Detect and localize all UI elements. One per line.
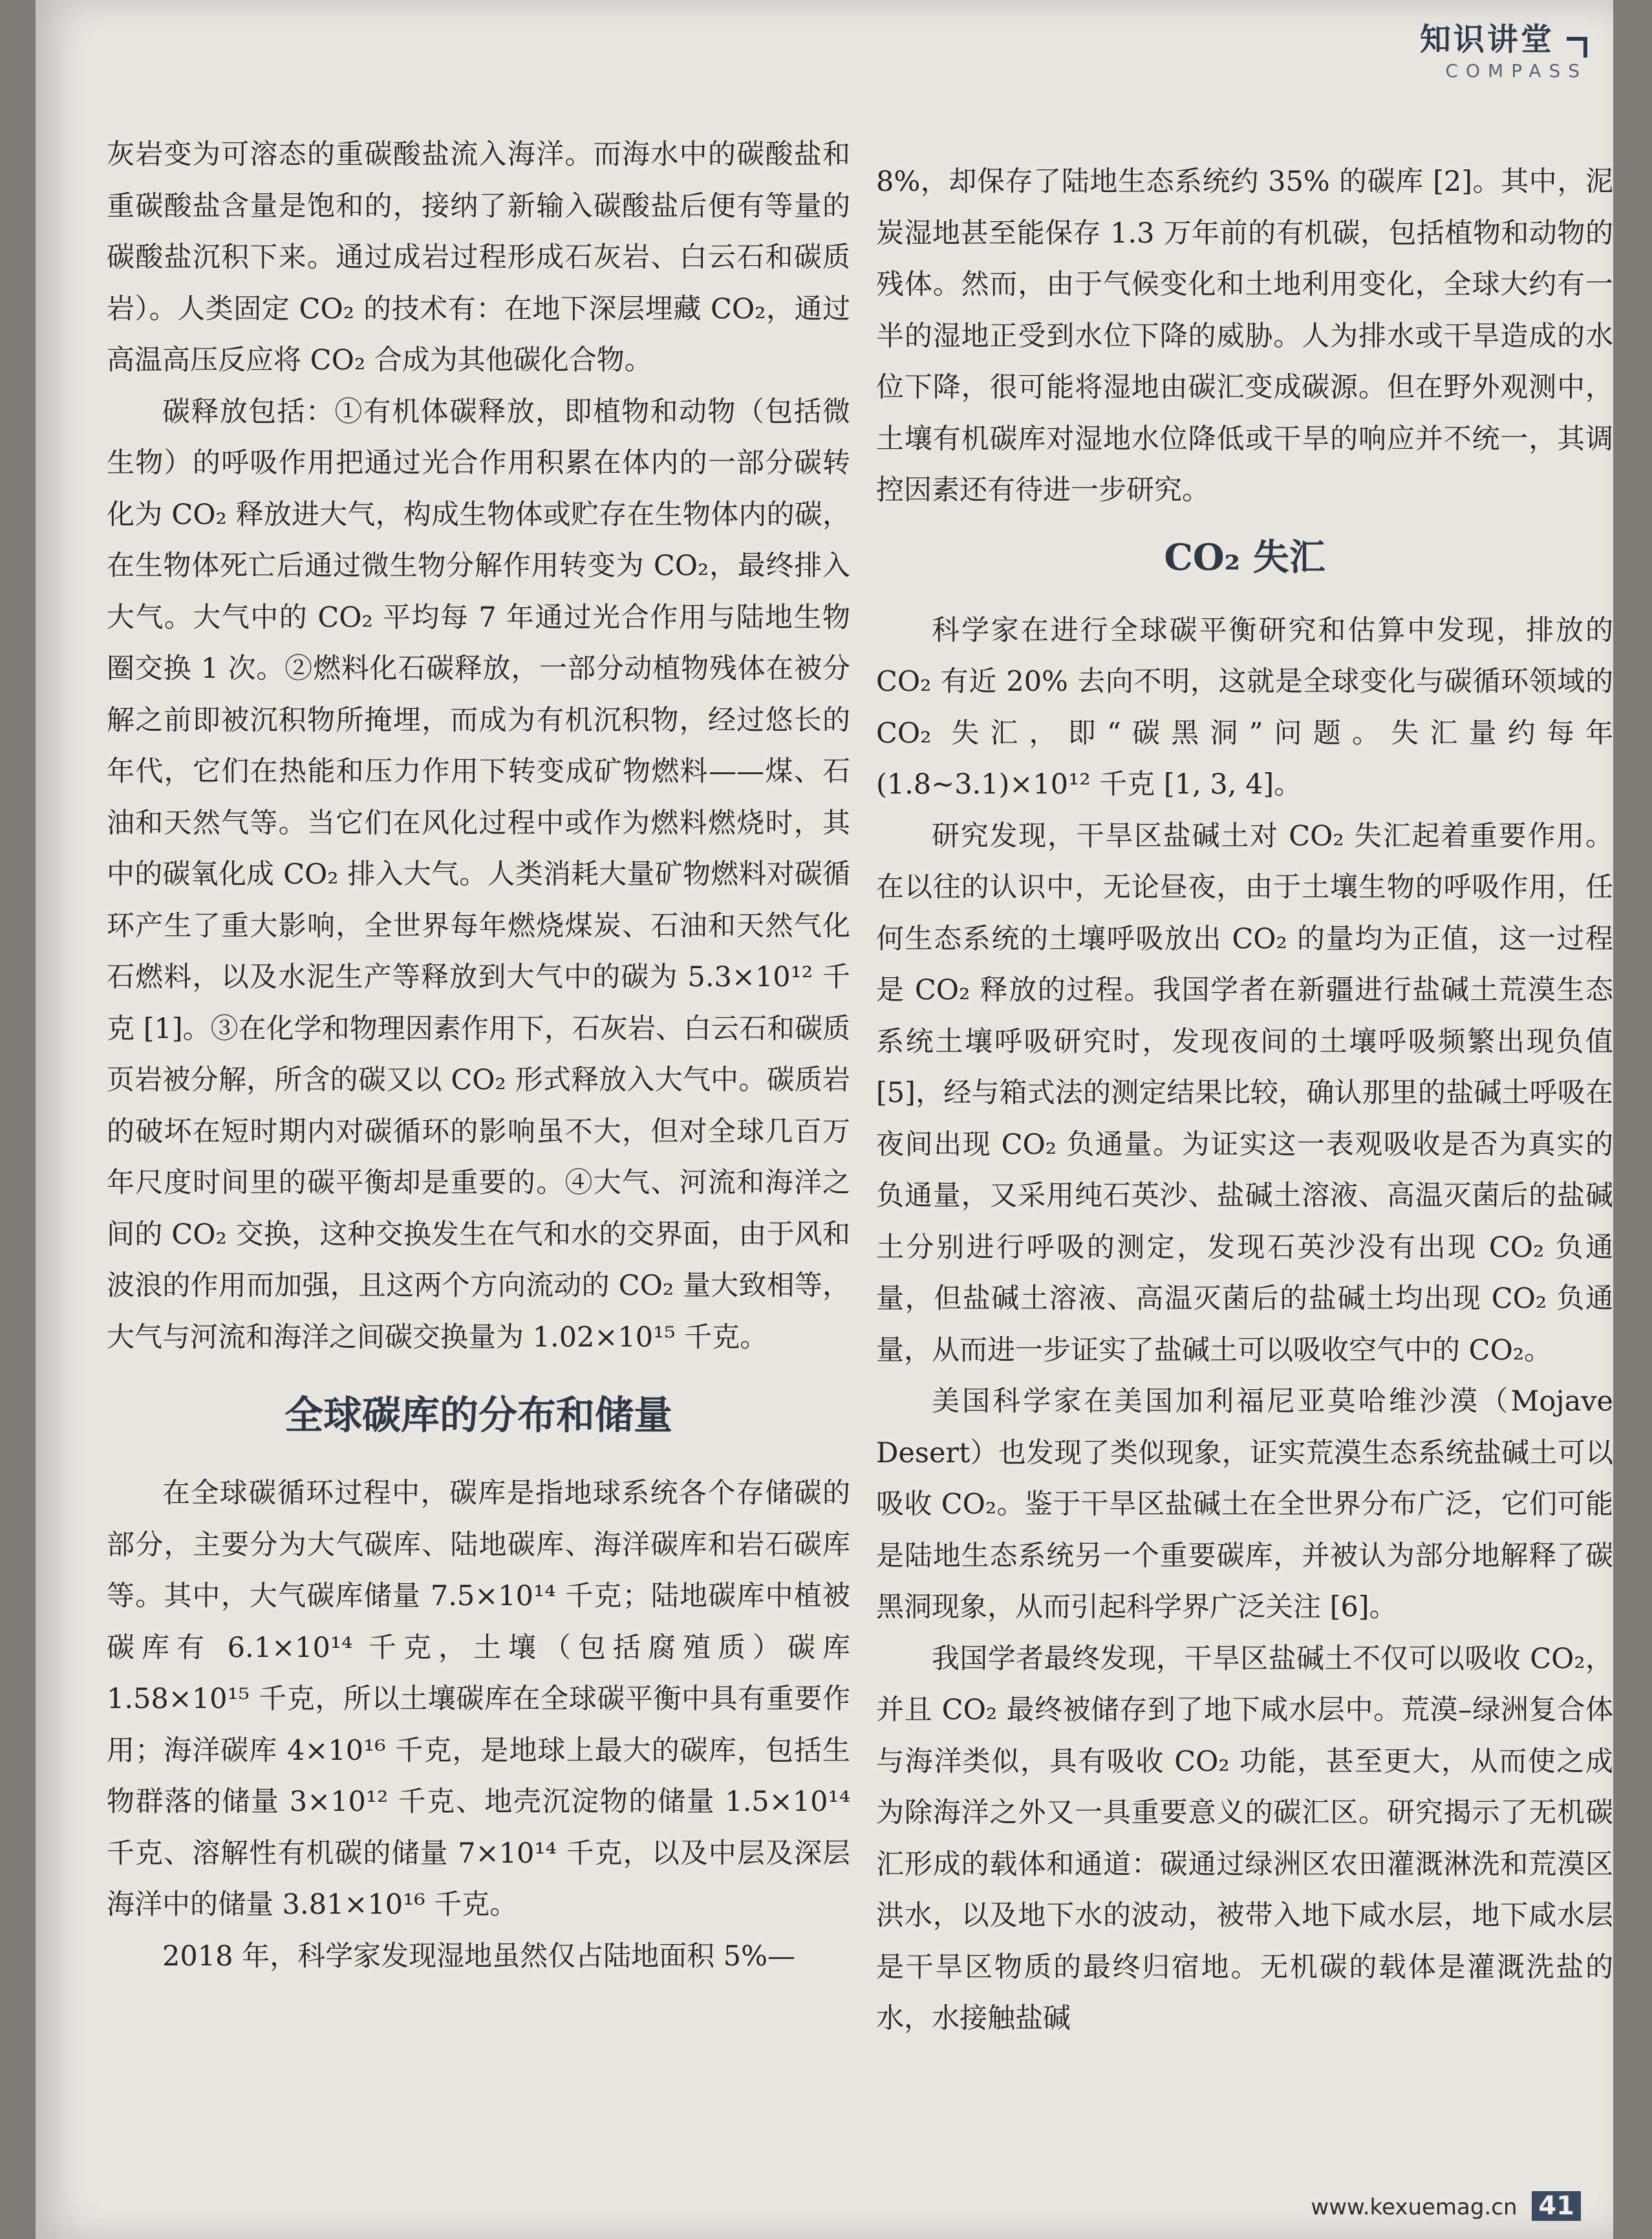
paragraph: 2018 年，科学家发现湿地虽然仅占陆地面积 5%— bbox=[162, 1940, 795, 1973]
section-header bbox=[1420, 14, 1587, 81]
section-heading: CO₂ 失汇 bbox=[1164, 535, 1325, 579]
corner-mark-icon bbox=[1567, 37, 1587, 58]
paragraph: 灰岩变为可溶态的重碳酸盐流入海洋。而海水中的碳酸盐和重碳酸盐含量是饱和的，接纳了新输入碳酸盐后便有等量的碳酸盐沉积下来。通过成岩过程形成石灰岩、白云石和碳质岩）。人类固定 CO₂ 的技术有：在地下深层埋藏 CO₂，通过高温高压反应将 CO₂ 合成为其他碳化合物。 bbox=[107, 138, 850, 376]
paragraph: 8%，却保存了陆地生态系统约 35% 的碳库 [2]。其中，泥炭湿地甚至能保存 1.3 万年前的有机碳，包括植物和动物的残体。然而，由于气候变化和土地利用变化，全球大约有一半的湿地正受到水位下降的威胁。人为排水或干旱造成的水位下降，很可能将湿地由碳汇变成碳源。但在野外观测中，土壤有机碳库对湿地水位降低或干旱的响应并不统一，其调控因素还有待进一步研究。 bbox=[876, 166, 1613, 506]
section-heading: 全球碳库的分布和储量 bbox=[284, 1393, 672, 1438]
paragraph: 美国科学家在美国加利福尼亚莫哈维沙漠（Mojave Desert）也发现了类似现象，证实荒漠生态系统盐碱土可以吸收 CO₂。鉴于干旱区盐碱土在全世界分布广泛，它们可能是陆地生态系统另一个重要碳库，并被认为部分地解释了碳黑洞现象，从而引起科学界广泛关注 [6]。 bbox=[876, 1385, 1613, 1624]
section-subtitle: COMPASS bbox=[1445, 60, 1587, 81]
paragraph: 研究发现，干旱区盐碱土对 CO₂ 失汇起着重要作用。在以往的认识中，无论昼夜，由于土壤生物的呼吸作用，任何生态系统的土壤呼吸放出 CO₂ 的量均为正值，这一过程是 CO₂ 释放的过程。我国学者在新疆进行盐碱土荒漠生态系统土壤呼吸研究时，发现夜间的土壤呼吸频繁出现负值 [5]，经与箱式法的测定结果比较，确认那里的盐碱土呼吸在夜间出现 CO₂ 负通量。为证实这一表观吸收是否为真实的负通量，又采用纯石英沙、盐碱土溶液、高温灭菌后的盐碱土分别进行呼吸的测定，发现石英沙没有出现 CO₂ 负通量，但盐碱土溶液、高温灭菌后的盐碱土均出现 CO₂ 负通量，从而进一步证实了盐碱土可以吸收空气中的 CO₂。 bbox=[876, 819, 1613, 1367]
page-number: 41 bbox=[1532, 2191, 1581, 2221]
paragraph: 我国学者最终发现，干旱区盐碱土不仅可以吸收 CO₂，并且 CO₂ 最终被储存到了地下咸水层中。荒漠–绿洲复合体与海洋类似，具有吸收 CO₂ 功能，甚至更大，从而使之成为除海洋之外又一具重要意义的碳汇区。研究揭示了无机碳汇形成的载体和通道：碳通过绿洲区农田灌溉淋洗和荒漠区洪水，以及地下水的波动，被带入地下咸水层，地下咸水层是干旱区物质的最终归宿地。无机碳的载体是灌溉洗盐的水，水接触盐碱 bbox=[876, 1642, 1613, 2035]
magazine-page bbox=[36, 0, 1613, 2239]
paragraph: 在全球碳循环过程中，碳库是指地球系统各个存储碳的部分，主要分为大气碳库、陆地碳库、海洋碳库和岩石碳库等。其中，大气碳库储量 7.5×10¹⁴ 千克；陆地碳库中植被碳库有 6.1×10¹⁴ 千克，土壤（包括腐殖质）碳库 1.58×10¹⁵ 千克，所以土壤碳库在全球碳平衡中具有重要作用；海洋碳库 4×10¹⁶ 千克，是地球上最大的碳库，包括生物群落的储量 3×10¹² 千克、地壳沉淀物的储量 1.5×10¹⁴ 千克、溶解性有机碳的储量 7×10¹⁴ 千克，以及中层及深层海洋中的储量 3.81×10¹⁶ 千克。 bbox=[107, 1477, 850, 1921]
page-footer bbox=[1311, 2191, 1581, 2221]
left-column bbox=[107, 129, 850, 1982]
right-column bbox=[876, 157, 1613, 2045]
paragraph: 碳释放包括：①有机体碳释放，即植物和动物（包括微生物）的呼吸作用把通过光合作用积累在体内的一部分碳转化为 CO₂ 释放进大气，构成生物体或贮存在生物体内的碳，在生物体死亡后通过微生物分解作用转变为 CO₂，最终排入大气。大气中的 CO₂ 平均每 7 年通过光合作用与陆地生物圈交换 1 次。②燃料化石碳释放，一部分动植物残体在被分解之前即被沉积物所掩埋，而成为有机沉积物，经过悠长的年代，它们在热能和压力作用下转变成矿物燃料——煤、石油和天然气等。当它们在风化过程中或作为燃料燃烧时，其中的碳氧化成 CO₂ 排入大气。人类消耗大量矿物燃料对碳循环产生了重大影响，全世界每年燃烧煤炭、石油和天然气化石燃料，以及水泥生产等释放到大气中的碳为 5.3×10¹² 千克 [1]。③在化学和物理因素作用下，石灰岩、白云石和碳质页岩被分解，所含的碳又以 CO₂ 形式释放入大气中。碳质岩的破坏在短时期内对碳循环的影响虽不大，但对全球几百万年尺度时间里的碳平衡却是重要的。④大气、河流和海洋之间的 CO₂ 交换，这种交换发生在气和水的交界面，由于风和波浪的作用而加强，且这两个方向流动的 CO₂ 量大致相等，大气与河流和海洋之间碳交换量为 1.02×10¹⁵ 千克。 bbox=[107, 395, 850, 1354]
section-title: 知识讲堂 bbox=[1419, 21, 1554, 58]
website-link[interactable]: www.kexuemag.cn bbox=[1311, 2194, 1518, 2220]
paragraph: 科学家在进行全球碳平衡研究和估算中发现，排放的 CO₂ 有近 20% 去向不明，这就是全球变化与碳循环领域的 CO₂ 失汇，即“碳黑洞”问题。失汇量约每年 (1.8~3.1)×10¹² 千克 [1, 3, 4]。 bbox=[876, 614, 1613, 801]
